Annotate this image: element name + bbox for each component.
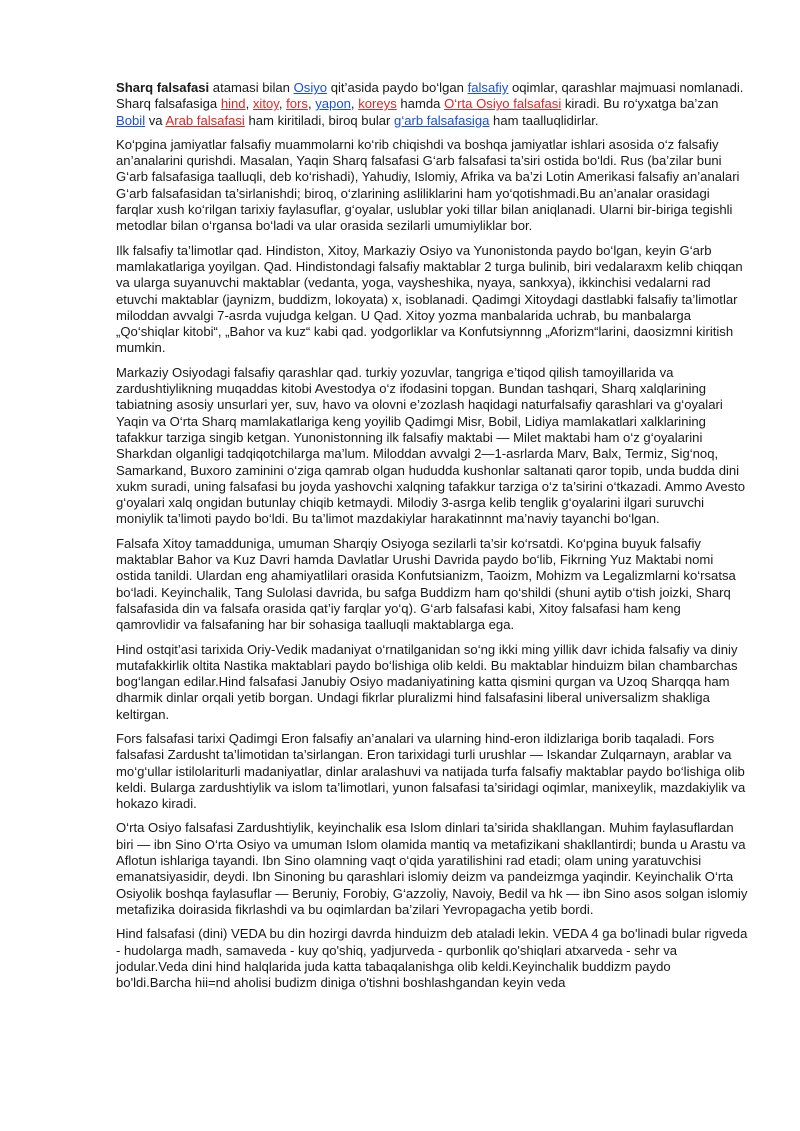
intro-text: ham kiritiladi, biroq bular [244, 112, 395, 128]
intro-text: kiradi. Bu ro‘yxatga ba’zan [561, 96, 719, 112]
paragraph-central-asia: Markaziy Osiyodagi falsafiy qarashlar qad. turkiy yozuvlar, tangriga e’tiqod qilish tamoyillarida va zardushtiylikning muqaddas kitobi Avestodya o‘z ifodasini topgan. Bundan tashqari, Sharq xalqlarining tabiatning asosiy unsurlari yer, suv, havo va olovni e’zozlash haqidagi naturfalsafiy qarashlari va g‘oyalari Yaqin va O‘rta Sharq mamlakatlariga keng yoyilib Qadimgi Misr, Bobil, Lidiya mamlakatlari xalklarining tafakkur tarziga singib ketgan. Yunonistonning ilk falsafiy maktabi — Milet maktabi ham o‘z g‘oyalarini Sharkdan olganligi tadqiqotchilarga ma’lum. Miloddan avvalgi 2—1-asrlarda Marv, Balx, Termiz, Sig‘noq, Samarkand, Buxoro zaminini o‘ziga qamrab olgan hududda kushonlar saltanati qaror topib, unda budda dini xukm suradi, uning falsafasi bu joyda yashovchi xalqning tafakkur tarziga o‘z ta’sirini o‘tkazadi. Ammo Avesto g‘oyalari xalq ongidan butunlay chiqib ketmaydi. Milodiy 3-asrga kelib tenglik g‘oyalarini ilgari suruvchi moniylik ta’limoti paydo bo‘ldi. Bu ta’limot mazdakiylar harakatinnnt ma’naviy tayanchi bo‘lgan. [116, 364, 746, 527]
intro-text: ham taalluqlidirlar. [489, 112, 599, 128]
intro-text: va [145, 112, 166, 128]
intro-text: qit’asida paydo bo‘lgan [327, 80, 468, 95]
link-bobil[interactable]: Bobil [116, 112, 146, 128]
link-hind[interactable]: hind [220, 96, 246, 112]
paragraph-veda: Hind falsafasi (dini) VEDA bu din hozirgi davrda hinduizm deb ataladi lekin. VEDA 4 ga bo'linadi bular rigveda - hudolarga madh, samaveda - kuy qo'shiq, yadjurveda - qurbonlik qo'shiqlari atxarveda - sehr va jodular.Veda dini hind halqlarida juda katta tabaqalanishga olib keldi.Keyinchalik buddizm paydo bo'ldi.Barcha hii=nd aholisi budizm diniga o'tishni boshlashgandan keyin veda [116, 926, 748, 991]
intro-text: atamasi bilan [209, 80, 294, 95]
intro-text: oqimlar, qarashlar majmuasi nomlanadi. Sharq falsafasiga [116, 80, 744, 112]
paragraph-middle-asia: O‘rta Osiyo falsafasi Zardushtiylik, keyinchalik esa Islom dinlari ta’sirida shakllangan. Muhim faylasuflardan biri — ibn Sino O‘rta Osiyo va umuman Islom olamida mantiq va metafizikani shakllantirdi; bunda u Arastu va Aflotun ishlariga tayandi. Ibn Sino olamning vaqt o‘qida yaratilishini rad etadi; olam uning yaratuvchisi emanatsiyasidir, deydi. Ibn Sinoning bu qarashlari islomiy deizm va pandeizmga yaqindir. Keyinchalik O‘rta Osiyolik boshqa faylasuflar — Beruniy, Forobiy, G‘azzoliy, Navoiy, Bedil va hk — ibn Sino asos solgan islomiy metafizika doirasida fikrlashdi va bu oqimlardan ba’zilari Yevropagacha yetib bordi. [116, 820, 748, 917]
link-orta-osiyo-falsafasi[interactable]: O‘rta Osiyo falsafasi [444, 96, 562, 112]
document-page [116, 80, 748, 999]
link-koreys[interactable]: koreys [358, 96, 397, 112]
paragraph-india: Hind ostqit’asi tarixida Oriy-Vedik madaniyat o‘rnatilganidan so‘ng ikki ming yillik davr ichida falsafiy va diniy mutafakkirlik oltita Nastika maktablari paydo bo‘lishiga olib keldi. Bu maktablar hinduizm bilan chambarchas bog‘langan edilar.Hind falsafasi Janubiy Osiyo madaniyatining katta qismini qurgan va Uzoq Sharqqa ham dharmik dinlar orqali yetib borgan. Undagi fikrlar pluralizmi hind falsafasini liberal universalizm shakliga keltirgan. [116, 641, 738, 722]
paragraph-china: Falsafa Xitoy tamadduniga, umuman Sharqiy Osiyoga sezilarli ta’sir ko‘rsatdi. Ko‘pgina buyuk falsafiy maktablar Bahor va Kuz Davri hamda Davlatlar Urushi Davrida paydo bo‘lib, Fikrning Yuz Maktabi nomi ostida tanildi. Ulardan eng ahamiyatlilari orasida Konfutsianizm, Taoizm, Mohizm va Legalizmlarni ko‘rsatsa bo‘ladi. Keyinchalik, Tang Sulolasi davrida, bu safga Buddizm ham qo‘shildi (shuni aytib o‘tish joizki, Sharq falsafasida din va falsafa orasida qat’iy farqlar yo‘q). G‘arb falsafasi kabi, Xitoy falsafasi ham keng qamrovlidir va falsafaning har bir sohasiga taalluqli maktablarga ega. [116, 535, 736, 633]
paragraph-early-teachings: Ilk falsafiy ta’limotlar qad. Hindiston, Xitoy, Markaziy Osiyo va Yunonistonda paydo bo‘lgan, keyin G‘arb mamlakatlariga yoyilgan. Qad. Hindistondagi falsafiy maktablar 2 turga bulinib, biri vedalaraxm kelib chiqqan va ularga suyanuvchi maktablar (vedanta, yoga, vaysheshika, nyaya, sankxya), ikkinchisi vedalarni rad etuvchi maktablar (jaynizm, buddizm, lokoyata) x, isoblanadi. Qadimgi Xitoydagi dastlabki falsafiy ta’limotlar miloddan avvalgi 7-asrda vujudga kelgan. U Qad. Xitoy yozma manbalarida uchrab, bu manbalarga „Qo‘shiqlar kitobi“, „Bahor va kuz“ kabi qad. yodgorliklar va Konfutsiynnng „Aforizm“larini, daosizmni kiritish mumkin. [116, 242, 743, 356]
paragraph-traditions: Ko‘pgina jamiyatlar falsafiy muammolarni ko‘rib chiqishdi va boshqa jamiyatlar ishlari asosida o‘z falsafiy an’analarini qurishdi. Masalan, Yaqin Sharq falsafasi G‘arb falsafasi ta’siri ostida bo‘ldi. Rus (ba’zilar buni G‘arb falsafasiga taalluqli, deb ko‘rishadi), Yahudiy, Islomiy, Afrika va ba’zi Lotin Amerikasi falsafiy an’analari G‘arb falsafasidan ta’sirlanishdi; biroq, o‘zlarining asliliklarini ham yo‘qotishmadi.Bu an’analar orasidagi farqlar xush ko‘rilgan tarixiy faylasuflar, g‘oyalar, uslublar yoki tillar bilan aniqlanadi. Ularni bir-biriga tegishli metodlar bilan o‘rgansa bo‘ladi va ular orasida sezilarli umumiyliklar bor. [116, 136, 740, 234]
separator: , [307, 96, 316, 112]
term-sharq-falsafasi: Sharq falsafasi [116, 80, 210, 95]
link-falsafiy[interactable]: falsafiy [467, 80, 509, 95]
link-xitoy[interactable]: xitoy [252, 96, 279, 112]
link-osiyo[interactable]: Osiyo [293, 80, 328, 95]
link-fors[interactable]: fors [286, 96, 308, 112]
intro-text: hamda [396, 96, 445, 112]
paragraph-persia: Fors falsafasi tarixi Qadimgi Eron falsafiy an’analari va ularning hind-eron ildizlariga borib taqaladi. Fors falsafasi Zardusht ta’limotidan ta’sirlangan. Eron tarixidagi turli urushlar — Iskandar Zulqarnayn, arablar va mo‘g‘ullar istilolariturli madaniyatlar, dinlar aralashuvi va natijada turfa falsafiy maktablar paydo bo‘lishiga olib keldi. Bularga zardushtiylik va islom ta’limotlari, yunon falsafasi ta’siridagi oqimlar, manixeylik, mazdakiylik va hokazo kiradi. [116, 730, 746, 812]
separator: , [278, 96, 287, 112]
link-garb-falsafasiga[interactable]: g‘arb falsafasiga [394, 112, 490, 128]
separator: , [245, 96, 253, 112]
intro-paragraph [116, 80, 748, 129]
link-yapon[interactable]: yapon [315, 96, 351, 112]
separator: , [350, 96, 359, 112]
link-arab-falsafasi[interactable]: Arab falsafasi [165, 112, 245, 128]
